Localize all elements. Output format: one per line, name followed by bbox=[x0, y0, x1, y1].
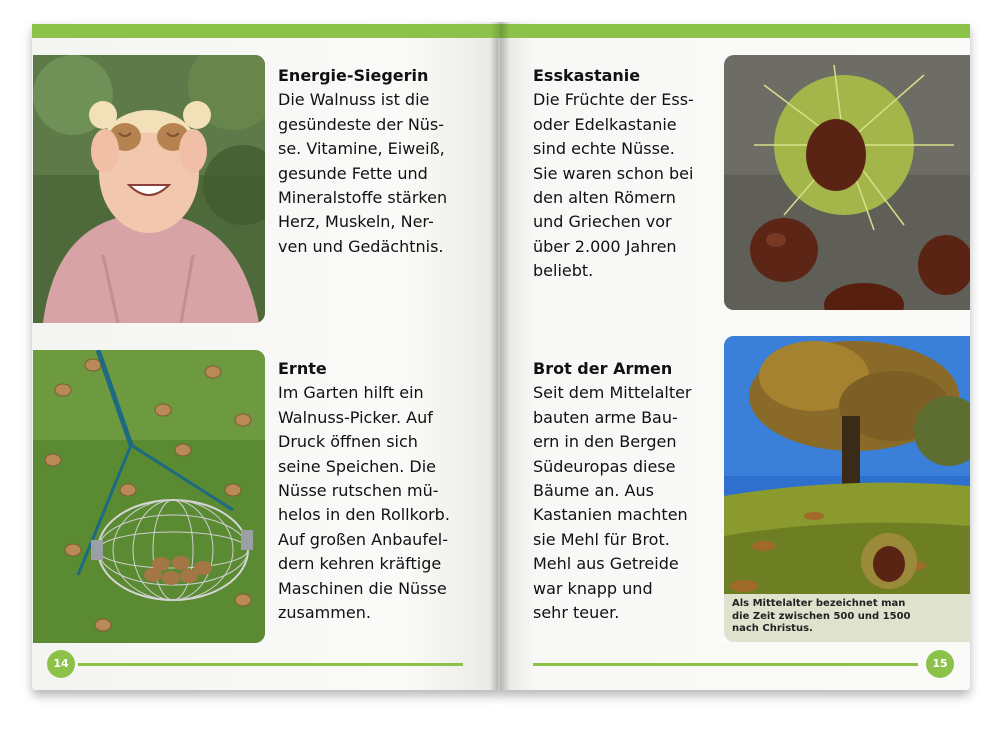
text-line: sie Mehl für Brot. bbox=[533, 529, 670, 549]
text-line: war knapp und bbox=[533, 578, 653, 598]
text-line: Die Früchte der Ess- bbox=[533, 90, 694, 110]
girl-with-walnuts-photo bbox=[33, 55, 265, 323]
text-line: oder Edelkastanie bbox=[533, 114, 677, 134]
text-line: se. Vitamine, Eiweiß, bbox=[278, 139, 445, 159]
left-page-number: 14 bbox=[47, 650, 75, 678]
text-line: gesunde Fette und bbox=[278, 163, 428, 183]
text-line: Mehl aus Getreide bbox=[533, 554, 679, 574]
right-footer-line bbox=[533, 663, 918, 666]
harvest-section bbox=[278, 357, 450, 625]
section-heading: Energie-Siegerin bbox=[278, 66, 429, 85]
text-line: Kastanien machten bbox=[533, 505, 688, 525]
text-line: sehr teuer. bbox=[533, 603, 620, 623]
section-heading: Ernte bbox=[278, 359, 327, 378]
text-line: Im Garten hilft ein bbox=[278, 383, 424, 403]
chestnut-section bbox=[533, 64, 694, 284]
text-line: und Griechen vor bbox=[533, 212, 672, 232]
right-top-bar bbox=[498, 24, 970, 38]
text-line: beliebt. bbox=[533, 261, 594, 281]
left-footer-line bbox=[78, 663, 463, 666]
text-line: bauten arme Bau- bbox=[533, 407, 678, 427]
text-line: seine Speichen. Die bbox=[278, 456, 436, 476]
caption-line: nach Christus. bbox=[732, 623, 813, 634]
photo-caption bbox=[724, 594, 970, 642]
section-heading: Esskastanie bbox=[533, 66, 641, 85]
section-heading: Brot der Armen bbox=[533, 359, 673, 378]
text-line: Maschinen die Nüsse bbox=[278, 578, 447, 598]
text-line: sind echte Nüsse. bbox=[533, 139, 675, 159]
text-line: Nüsse rutschen mü- bbox=[278, 481, 439, 501]
text-line: helos in den Rollkorb. bbox=[278, 505, 450, 525]
text-line: dern kehren kräftige bbox=[278, 554, 442, 574]
bread-of-the-poor-section bbox=[533, 357, 692, 625]
caption-line: die Zeit zwischen 500 und 1500 bbox=[732, 610, 911, 622]
text-line: zusammen. bbox=[278, 603, 371, 623]
text-line: ven und Gedächtnis. bbox=[278, 236, 444, 256]
chestnuts-photo bbox=[724, 55, 970, 310]
text-line: über 2.000 Jahren bbox=[533, 236, 677, 256]
text-line: Druck öffnen sich bbox=[278, 432, 418, 452]
left-top-bar bbox=[32, 24, 498, 38]
text-line: Die Walnuss ist die bbox=[278, 90, 430, 110]
text-line: ern in den Bergen bbox=[533, 432, 677, 452]
text-line: Bäume an. Aus bbox=[533, 481, 654, 501]
walnut-picker-photo bbox=[33, 350, 265, 643]
text-line: Auf großen Anbaufel- bbox=[278, 529, 449, 549]
text-line: Südeuropas diese bbox=[533, 456, 676, 476]
text-line: gesündeste der Nüs- bbox=[278, 114, 445, 134]
book-spine bbox=[490, 22, 510, 690]
text-line: Walnuss-Picker. Auf bbox=[278, 407, 433, 427]
right-page-number: 15 bbox=[926, 650, 954, 678]
walnut-energy-section bbox=[278, 64, 447, 259]
text-line: Seit dem Mittelalter bbox=[533, 383, 692, 403]
text-line: Herz, Muskeln, Ner- bbox=[278, 212, 434, 232]
caption-line: Als Mittelalter bezeichnet man bbox=[732, 598, 906, 609]
text-line: Mineralstoffe stärken bbox=[278, 188, 448, 208]
text-line: Sie waren schon bei bbox=[533, 163, 694, 183]
text-line: den alten Römern bbox=[533, 188, 676, 208]
